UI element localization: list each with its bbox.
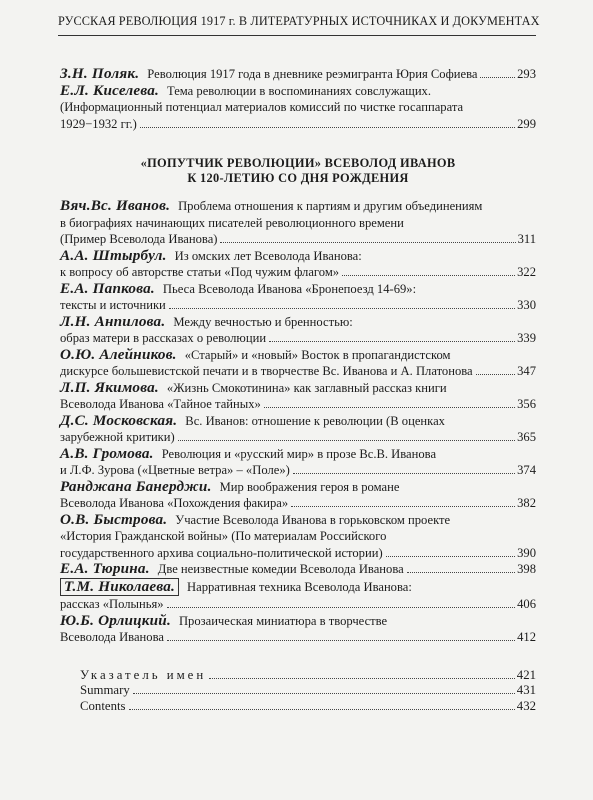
section-title-line-2: К 120-ЛЕТИЮ СО ДНЯ РОЖДЕНИЯ [187,171,409,185]
toc-entry-line [60,396,536,413]
top-entries [60,66,536,132]
toc-entry-line [60,413,536,430]
toc-entry-line [60,347,536,364]
toc-entry [60,347,536,380]
back-matter-label: Contents [80,698,126,713]
back-matter-line [60,683,536,699]
table-of-contents [60,66,536,714]
dot-leader [269,341,515,342]
section-title [60,156,536,186]
toc-entry-line [60,363,536,380]
running-header: РУССКАЯ РЕВОЛЮЦИЯ 1917 г. В ЛИТЕРАТУРНЫХ ИСТОЧНИКАХ И ДОКУМЕНТАХ [58,14,540,28]
toc-entry-page: 374 [517,463,536,477]
back-matter-label: Summary [80,683,130,697]
toc-entry-title: к вопросу об авторстве статьи «Под чужим флагом» [60,265,340,279]
dot-leader [291,506,515,507]
dot-leader [386,556,515,557]
toc-entry [60,198,536,248]
back-matter [60,668,536,715]
toc-entry-page: 382 [517,496,536,510]
toc-entry-page: 293 [517,67,536,81]
toc-entry-author: Д.С. Московская. [60,411,178,429]
toc-entry-line [60,116,536,133]
toc-entry-title: зарубежной критики) [60,430,175,444]
toc-entry-line [60,596,536,613]
toc-entry-author: Е.А. Папкова. [60,279,155,297]
toc-entry [60,83,536,133]
toc-entry-title: Между вечностью и бренностью: [173,314,353,329]
toc-entry-title: Участие Всеволода Иванова в горьковском проекте [175,512,451,527]
toc-entry-author: Т.М. Николаева. [60,578,179,597]
toc-entry-line [60,429,536,446]
toc-entry-title: Всеволода Иванова «Похождения факира» [60,496,289,510]
toc-entry-page: 322 [517,265,536,279]
toc-entry-title: Из омских лет Всеволода Иванова: [174,248,362,263]
toc-entry-line [60,446,536,463]
toc-entry-title: (Пример Всеволода Иванова) [60,232,218,246]
toc-entry-author: О.Ю. Алейников. [60,345,177,363]
dot-leader [264,407,515,408]
dot-leader [167,640,515,641]
toc-entry-title: Нарративная техника Всеволода Иванова: [187,579,412,594]
back-matter-label: Указатель имен [80,667,207,682]
toc-entry [60,314,536,347]
toc-entry-line [60,462,536,479]
toc-entry-page: 398 [517,562,536,576]
toc-entry-title: Тема революции в воспоминаниях совслужащих. [167,83,432,98]
toc-entry-page: 347 [517,364,536,378]
toc-entry-page: 311 [517,232,536,246]
toc-entry-line [60,248,536,265]
toc-entry-line [60,314,536,331]
toc-entry-line [60,330,536,347]
toc-entry-author: Е.Л. Киселева. [60,81,159,99]
toc-entry-line [60,231,536,248]
toc-entry-title: тексты и источники [60,298,166,312]
toc-entry-title: Мир воображения героя в романе [219,479,400,494]
toc-entry-author: Е.А. Тюрина. [60,560,150,577]
header-rule [58,35,536,36]
toc-entry-line [60,613,536,630]
back-matter-page: 431 [516,683,536,697]
dot-leader [342,275,515,276]
toc-entry [60,281,536,314]
toc-entry-title: Революция и «русский мир» в прозе Вс.В. Иванова [161,446,437,461]
toc-entry-line [60,512,536,529]
toc-entry-line [60,198,536,215]
toc-entry-line [60,297,536,314]
toc-entry-line [60,495,536,512]
back-matter-line [60,668,536,684]
toc-entry-author: Ю.Б. Орлицкий. [60,611,171,629]
toc-entry-page: 406 [517,597,536,611]
toc-entry [60,413,536,446]
toc-entry [60,578,536,613]
dot-leader [169,308,515,309]
toc-entry-title: 1929−1932 гг.) [60,116,137,131]
toc-entry-author: З.Н. Поляк. [60,65,140,82]
dot-leader [129,709,515,710]
section-entries [60,198,536,646]
toc-entry-title: рассказ «Полынья» [60,597,164,611]
toc-entry-title: «Старый» и «новый» Восток в пропагандистском [184,347,451,362]
dot-leader [133,693,515,694]
toc-entry [60,248,536,281]
toc-entry-title: и Л.Ф. Зурова («Цветные ветра» – «Поле») [60,463,290,477]
toc-entry-author: Л.Н. Анпилова. [60,312,166,330]
toc-entry-page: 330 [517,298,536,312]
toc-entry [60,446,536,479]
toc-entry-title: дискурсе большевистской печати и в творчестве Вс. Иванова и А. Платонова [60,364,473,378]
dot-leader [480,77,515,78]
toc-entry [60,479,536,512]
toc-entry-title: Всеволода Иванова [60,630,164,644]
dot-leader [209,678,515,679]
toc-entry-author: А.В. Громова. [60,444,154,462]
dot-leader [220,242,515,243]
toc-entry-title: образ матери в рассказах о революции [60,331,267,345]
dot-leader [140,127,515,128]
toc-entry-author: О.В. Быстрова. [60,510,168,528]
toc-entry-page: 299 [517,116,536,131]
toc-entry-line [60,264,536,281]
toc-entry-page: 390 [517,545,536,560]
back-matter-page: 421 [516,667,536,682]
toc-entry-page: 365 [517,430,536,444]
toc-entry-line [60,629,536,646]
toc-entry-title: Вс. Иванов: отношение к революции (В оценках [185,413,445,428]
toc-entry-author: Л.П. Якимова. [60,378,159,396]
toc-entry-line [60,545,536,562]
toc-entry-line [60,578,536,597]
toc-entry-title: «История Гражданской войны» (По материалам Российского [60,529,387,543]
toc-entry-title: Проблема отношения к партиям и другим объединениям [178,199,483,213]
toc-entry-title: Всеволода Иванова «Тайное тайных» [60,397,261,411]
toc-entry-title: Революция 1917 года в дневнике реэмигранта Юрия Софиева [147,67,478,81]
toc-entry-line [60,215,536,232]
toc-entry-title: государственного архива социально-политической истории) [60,545,383,560]
toc-entry-title: Пьеса Всеволода Иванова «Бронепоезд 14-69»: [162,281,417,296]
section-title-line-1: «ПОПУТЧИК РЕВОЛЮЦИИ» ВСЕВОЛОД ИВАНОВ [140,156,456,170]
toc-entry-line [60,99,536,116]
toc-entry-title: Прозаическая миниатюра в творчестве [178,613,388,628]
toc-entry-line [60,83,536,100]
toc-entry [60,66,536,83]
toc-entry [60,380,536,413]
toc-entry [60,613,536,646]
toc-entry-title: Две неизвестные комедии Всеволода Иванова [157,562,404,576]
dot-leader [407,572,515,573]
toc-entry-page: 356 [517,397,536,411]
toc-entry [60,561,536,578]
toc-entry-line [60,66,536,83]
back-matter-line [60,699,536,715]
toc-entry-page: 339 [517,331,536,345]
toc-entry-title: (Информационный потенциал материалов комиссий по чистке госаппарата [60,100,464,114]
back-matter-page: 432 [516,698,536,713]
toc-entry-line [60,528,536,545]
toc-entry [60,512,536,562]
dot-leader [178,440,515,441]
toc-entry-author: Вяч.Вс. Иванов. [60,197,171,214]
toc-entry-title: «Жизнь Смокотинина» как заглавный рассказ книги [166,380,447,395]
toc-entry-line [60,380,536,397]
toc-entry-page: 412 [517,630,536,644]
dot-leader [293,473,515,474]
toc-entry-title: в биографиях начинающих писателей революционного времени [60,215,404,230]
toc-entry-author: А.А. Штырбул. [60,246,167,264]
toc-entry-line [60,281,536,298]
toc-entry-author: Ранджана Банерджи. [60,477,212,495]
dot-leader [476,374,515,375]
dot-leader [167,607,516,608]
toc-entry-line [60,479,536,496]
toc-entry-line [60,561,536,578]
